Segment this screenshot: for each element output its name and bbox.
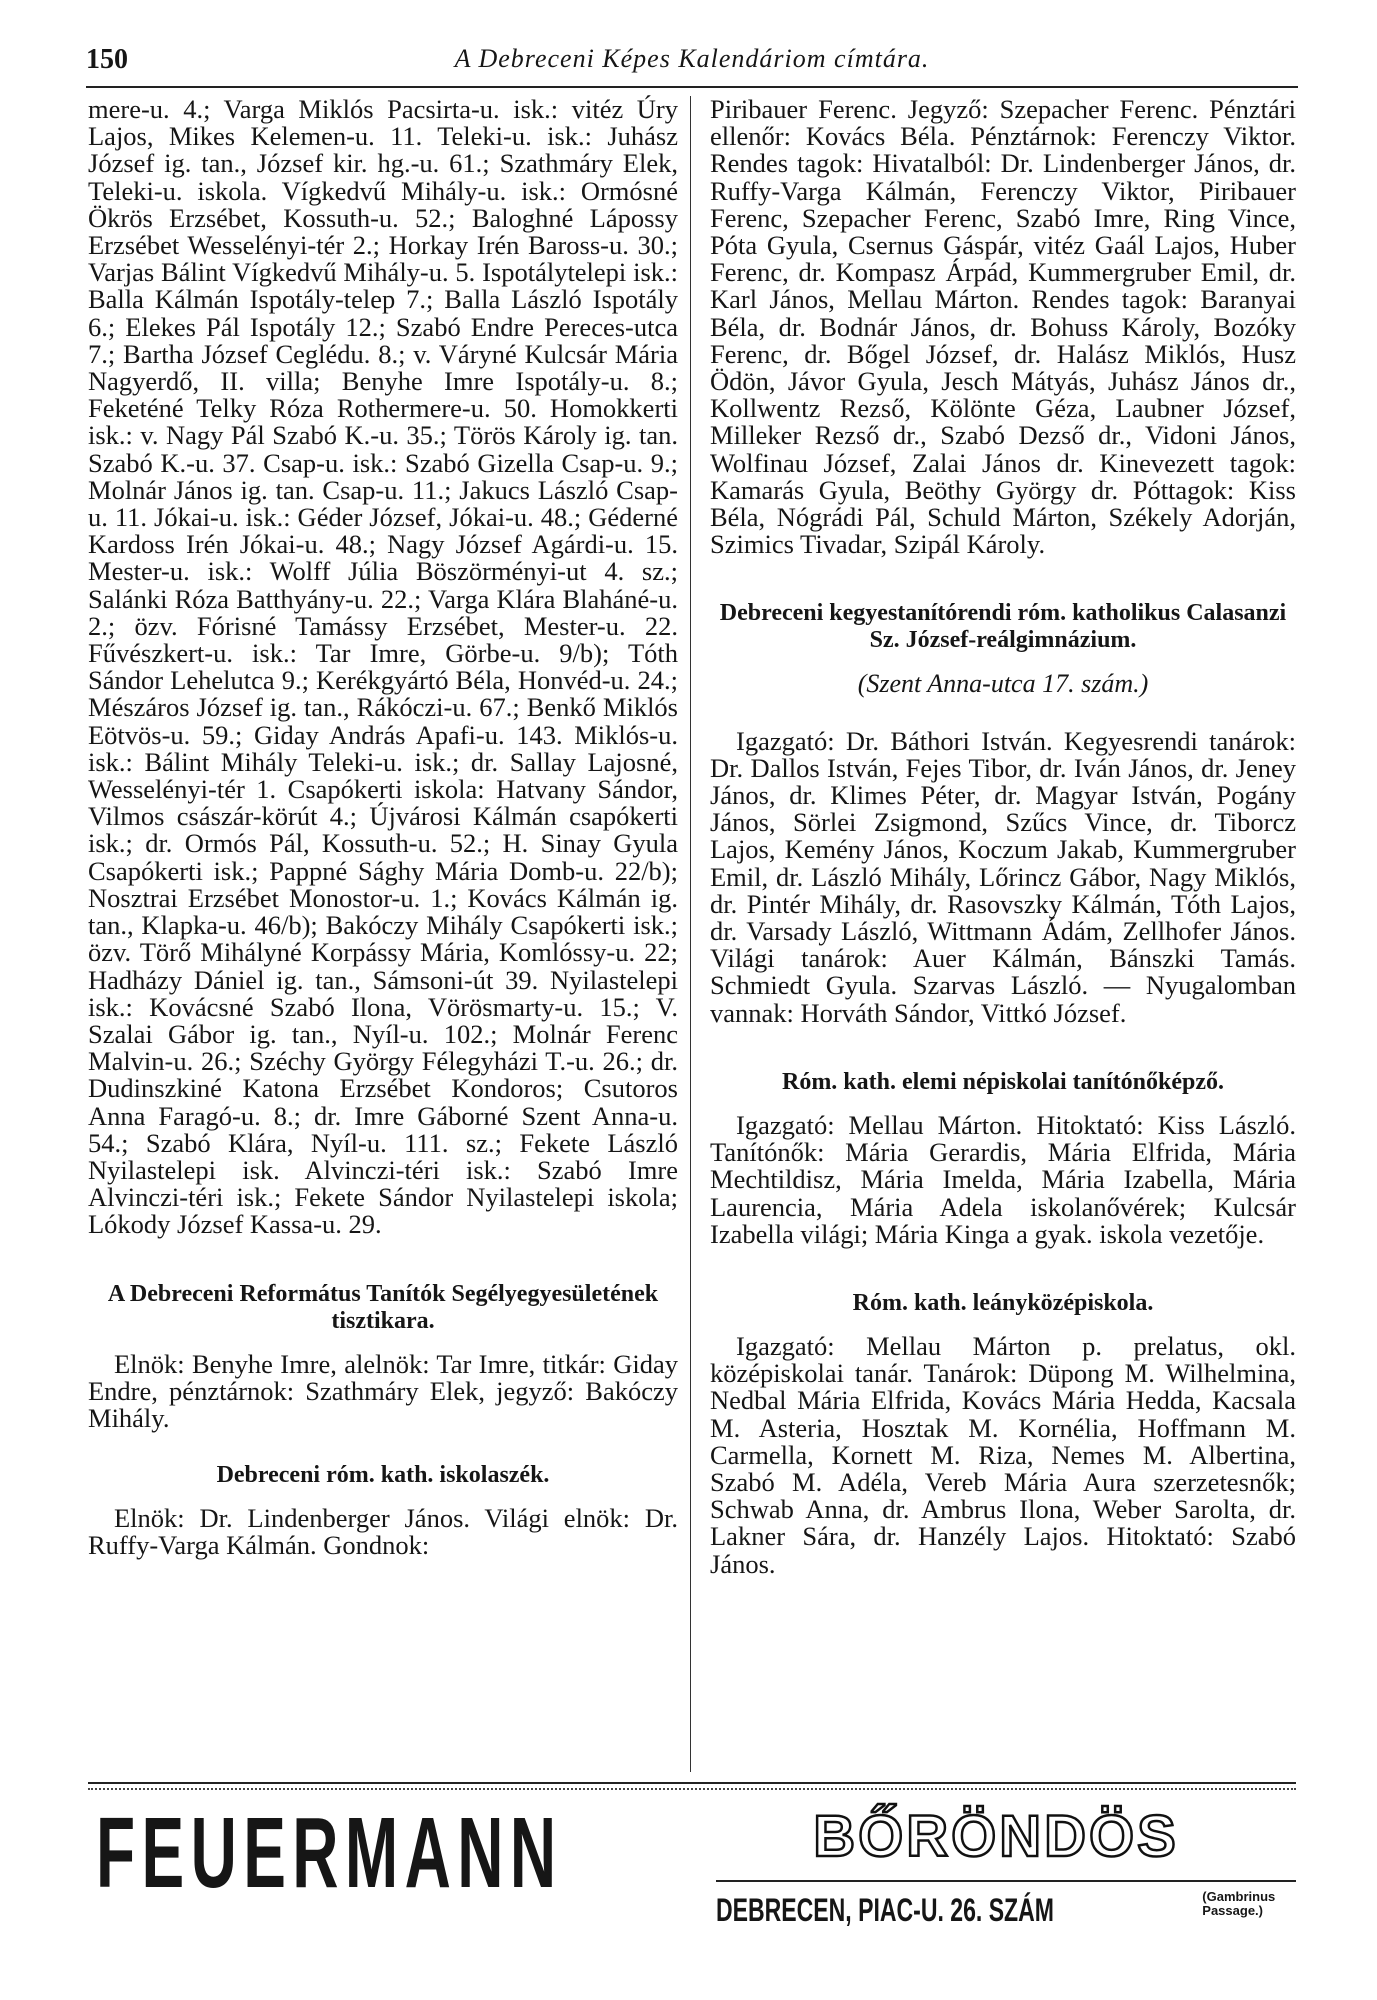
section-title-tanitonokepzo: Róm. kath. elemi népiskolai tanítónőképző. <box>781 1068 1225 1095</box>
advertisement-note <box>1202 1890 1275 1918</box>
section-body-iskolaszek: Elnök: Dr. Lindenberger János. Világi elnök: Dr. Ruffy-Varga Kálmán. Gondnok: <box>88 1503 678 1561</box>
left-continuation-text: mere-u. 4.; Varga Miklós Pacsirta-u. isk.: vitéz Úry Lajos, Mikes Kelemen-u. 11. Teleki-u. isk.: Juhász József ig. tan., József kir. hg.-u. 61.; Szathmáry Elek, Teleki-u. iskola. Vígkedvű Mihály-u. isk.: Ormósné Ökrös Erzsébet, Kossuth-u. 52.; Baloghné Lápossy Erzsébet Wesselényi-tér 2.; Horkay Irén Baross-u. 30.; Varjas Bálint Vígkedvű Mihály-u. 5. Ispotálytelepi isk.: Balla Kálmán Ispotály-telep 7.; Balla László Ispotály 6.; Elekes Pál Ispotály 12.; Szabó Endre Pereces-utca 7.; Bartha József Ceglédu. 8.; v. Váryné Kulcsár Mária Nagyerdő, II. villa; Benyhe Imre Ispotály-u. 8.; Feketéné Telky Róza Rothermere-u. 50. Homokkerti isk.: v. Nagy Pál Szabó K.-u. 35.; Törös Károly ig. tan. Szabó K.-u. 37. Csap-u. isk.: Szabó Gizella Csap-u. 9.; Molnár János ig. tan. Csap-u. 11.; Jakucs László Csap-u. 11. Jókai-u. isk.: Géder József, Jókai-u. 48.; Géderné Kardoss Irén Jókai-u. 48.; Nagy József Agárdi-u. 15. Mester-u. isk.: Wolff Júlia Böszörményi-ut 4. sz.; Salánki Róza Batthyány-u. 22.; Varga Klára Blaháné-u. 2.; özv. Fórisné Tamássy Erzsébet, Mester-u. 22. Fűvészkert-u. isk.: Tar Imre, Görbe-u. 9/b); Tóth Sándor Lehelutca 9.; Kerékgyártó Béla, Honvéd-u. 24.; Mészáros József ig. tan., Rákóczi-u. 67.; Benkő Miklós Eötvös-u. 59.; Giday András Apafi-u. 143. Miklós-u. isk.: Bálint Mihály Teleki-u. isk.; dr. Sallay Lajosné, Wesselényi-tér 1. Csapókerti iskola: Hatvany Sándor, Vilmos császár-körút 4.; Újvárosi Kálmán csapókerti isk.; dr. Ormós Pál, Kossuth-u. 52.; H. Sinay Gyula Csapókerti isk.; Pappné Sághy Mária Domb-u. 22/b); Nosztrai Erzsébet Monostor-u. 1.; Kovács Kálmán ig. tan., Klapka-u. 46/b); Bakóczy Mihály Csapókerti isk.; özv. Törő Mihályné Korpássy Mária, Komlóssy-u. 22; Hadházy Dániel ig. tan., Sámsoni-út 39. Nyilastelepi isk.: Kovácsné Szabó Ilona, Vörösmarty-u. 15.; V. Szalai Gábor ig. tan., Nyíl-u. 102.; Molnár Ferenc Malvin-u. 26.; Széchy György Félegyházi T.-u. 26.; dr. Dudinszkiné Katona Erzsébet Kondoros; Csutoros Anna Faragó-u. 8.; dr. Imre Gáborné Szent Anna-u. 54.; Szabó Klára, Nyíl-u. 111. sz.; Fekete László Nyilastelepi isk. Alvinczi-téri isk.: Szabó Imre Alvinczi-téri isk.; Fekete Sándor Nyilastelepi iskola; Lókody József Kassa-u. 29. <box>88 94 678 1240</box>
advertisement-address: DEBRECEN, PIAC-U. 26. SZÁM <box>716 1892 1054 1928</box>
advertisement-note-line1: (Gambrinus <box>1202 1889 1276 1904</box>
section-body-tanitonokepzo: Igazgató: Mellau Márton. Hitoktató: Kiss László. Tanítónők: Mária Gerardis, Mária Elfrida, Mária Mechtildisz, Mária Imelda, Mária Izabella, Mária Laurencia, Mária Adela iskolanővérek; Kulcsár Izabella világi; Mária Kinga a gyak. iskola vezetője. <box>710 1109 1296 1249</box>
right-column <box>710 96 1296 1578</box>
advertisement-shop: BŐRÖNDÖS <box>813 1804 1179 1869</box>
advertisement-name: FEUERMANN <box>96 1797 563 1909</box>
page-number: 150 <box>86 44 128 75</box>
right-continuation-text: Piribauer Ferenc. Jegyző: Szepacher Ferenc. Pénztári ellenőr: Kovács Béla. Pénztárnok: Ferenczy Viktor. Rendes tagok: Hivatalból: Dr. Lindenberger János, dr. Ruffy-Varga Kálmán, Ferenczy Viktor, Piribauer Ferenc, Szepacher Ferenc, Szabó Imre, Ring Vince, Póta Gyula, Csernus Gáspár, vitéz Gaál Lajos, Huber Ferenc, dr. Kompasz Árpád, Kummergruber Emil, dr. Karl János, Mellau Márton. Rendes tagok: Baranyai Béla, dr. Bodnár János, dr. Bohuss Károly, Bozóky Ferenc, dr. Bőgel József, dr. Halász Miklós, Husz Ödön, Jávor Gyula, Jesch Mátyás, Juhász János dr., Kollwentz Rezső, Kölönte Géza, Laubner József, Milleker Rezső dr., Szabó Dezső dr., Vidoni János, Wolfinau József, Zalai János dr. Kinevezett tagok: Kamarás Gyula, Beöthy György dr. Póttagok: Kiss Béla, Nógrádi Pál, Schuld Márton, Székely Adorján, Szimics Tivadar, Szipál Károly. <box>710 94 1296 560</box>
page-header <box>86 44 1298 88</box>
running-title: A Debreceni Képes Kalendáriom címtára. <box>454 44 930 73</box>
section-body-reformatus-tanitok: Elnök: Benyhe Imre, alelnök: Tar Imre, titkár: Giday Endre, pénztárnok: Szathmáry Elek, jegyző: Bakóczy Mihály. <box>88 1348 678 1433</box>
section-subtitle-address: (Szent Anna-utca 17. szám.) <box>857 669 1149 699</box>
column-divider <box>690 96 691 1772</box>
section-body-leanykozepiskola: Igazgató: Mellau Márton p. prelatus, okl. középiskolai tanár. Tanárok: Düpong M. Wilhelmina, Nedbal Mária Elfrida, Kovács Mária Hedda, Kacsala M. Asteria, Hosztak M. Kornélia, Hoffmann M. Carmella, Kornett M. Riza, Nemes M. Albertina, Szabó M. Adéla, Vereb Mária Aura szerzetesnők; Schwab Anna, dr. Ambrus Ilona, Weber Sarolta, dr. Lakner Sára, dr. Hanzély Lajos. Hitoktató: Szabó János. <box>710 1330 1296 1579</box>
advertisement-note-line2: Passage.) <box>1202 1903 1263 1918</box>
left-column <box>88 96 678 1560</box>
section-body-reálgimnazium: Igazgató: Dr. Báthori István. Kegyesrendi tanárok: Dr. Dallos István, Fejes Tibor, dr. Iván János, dr. Jeney János, dr. Klimes Péter, dr. Magyar István, Pogány János, Sörlei Zsigmond, Szűcs Vince, dr. Tiborcz Lajos, Kemény János, Koczum Jakab, Kummergruber Emil, dr. László Mihály, Lőrincz Gábor, Nagy Miklós, dr. Pintér Mihály, dr. Rasovszky Kálmán, Tóth Lajos, dr. Varsady László, Wittmann Ádám, Zellhofer János. Világi tanárok: Auer Kálmán, Bánszki Tamás. Schmiedt Gyula. Szarvas László. — Nyugalomban vannak: Horváth Sándor, Vittkó József. <box>710 725 1296 1028</box>
advertisement-dotted-rule <box>88 1788 1296 1790</box>
section-title-reformatus-tanitok: A Debreceni Református Tanítók Segélyegyesületének tisztikara. <box>107 1280 659 1334</box>
advertisement-address-block <box>716 1880 1296 1930</box>
advertisement-top-rule <box>88 1782 1296 1784</box>
section-title-iskolaszek: Debreceni róm. kath. iskolaszék. <box>216 1462 550 1489</box>
section-title-leanykozepiskola: Róm. kath. leányközépiskola. <box>852 1289 1154 1316</box>
section-title-reálgimnazium: Debreceni kegyestanítórendi róm. katholikus Calasanzi Sz. József-reálgimnázium. <box>719 600 1287 654</box>
